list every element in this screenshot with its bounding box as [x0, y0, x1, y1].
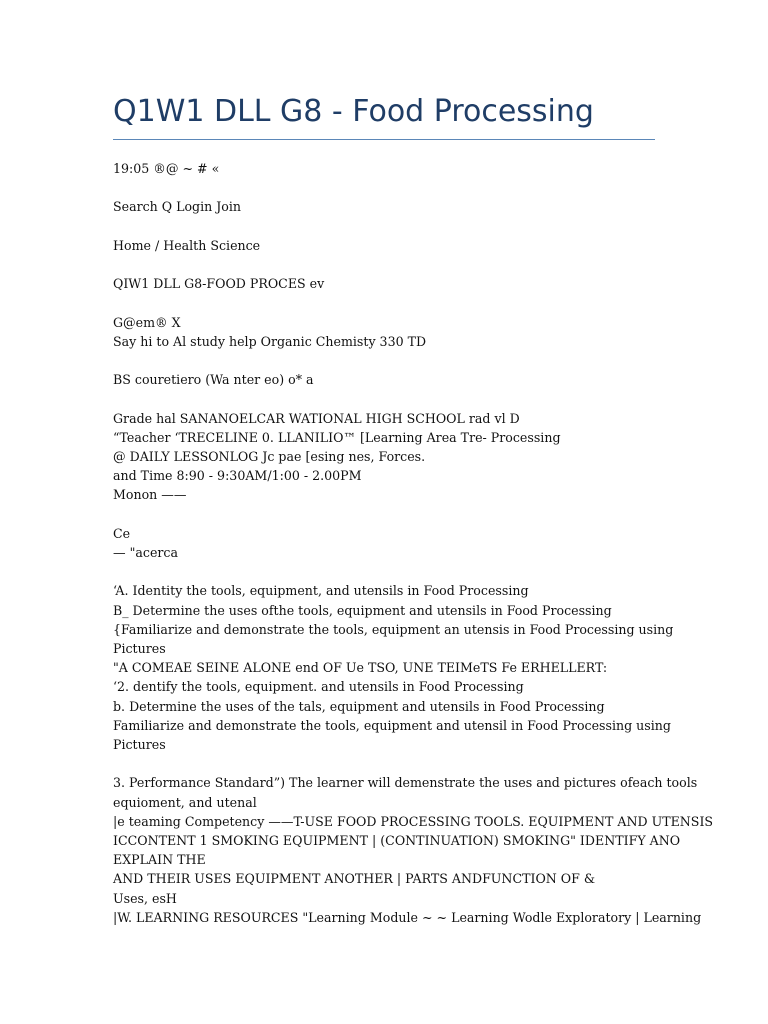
- text-line: Pictures: [113, 736, 166, 752]
- text-line: QIW1 DLL G8-FOOD PROCES ev: [113, 276, 325, 292]
- text-line: — "acerca: [113, 544, 178, 560]
- text-line: Ce: [113, 525, 131, 541]
- text-line: “Teacher ‘TRECELINE 0. LLANILIO™ [Learning Area Tre- Processing: [113, 429, 561, 445]
- paragraph: [113, 197, 658, 216]
- text-line: Home / Health Science: [113, 237, 261, 253]
- title-divider: [113, 139, 655, 140]
- text-line: B_ Determine the uses ofthe tools, equipment and utensils in Food Processing: [113, 602, 612, 618]
- text-line: EXPLAIN THE: [113, 852, 206, 868]
- paragraph: [113, 236, 658, 255]
- text-line: @ DAILY LESSONLOG Jc pae [esing nes, Forces.: [113, 448, 426, 464]
- document-body: [113, 159, 714, 946]
- paragraph: [113, 370, 658, 389]
- text-line: {Familiarize and demonstrate the tools, equipment an utensis in Food Processing using: [113, 621, 674, 637]
- paragraph: [113, 313, 658, 351]
- paragraph: [113, 773, 714, 927]
- text-line: Grade hal SANANOELCAR WATIONAL HIGH SCHOOL rad vl D: [113, 410, 520, 426]
- text-line: ‘A. Identity the tools, equipment, and utensils in Food Processing: [113, 583, 529, 599]
- text-line: Pictures: [113, 640, 166, 656]
- text-line: Familiarize and demonstrate the tools, equipment and utensil in Food Processing using: [113, 717, 671, 733]
- text-line: equioment, and utenal: [113, 794, 257, 810]
- paragraph: [113, 409, 658, 505]
- text-line: 19:05 ®@ ~ # «: [113, 161, 220, 176]
- text-line: ICCONTENT 1 SMOKING EQUIPMENT | (CONTINUATION) SMOKING" IDENTIFY ANO: [113, 832, 681, 848]
- text-line: BS couretiero (Wa nter eo) o* a: [113, 372, 314, 388]
- document-title: Q1W1 DLL G8 - Food Processing: [113, 94, 594, 129]
- text-line: Uses, esH: [113, 890, 177, 906]
- text-line: AND THEIR USES EQUIPMENT ANOTHER | PARTS ANDFUNCTION OF &: [113, 871, 596, 887]
- text-line: Search Q Login Join: [113, 199, 242, 215]
- paragraph: [113, 159, 658, 178]
- text-line: "A COMEAE SEINE ALONE end OF Ue TSO, UNE TEIMeTS Fe ERHELLERT:: [113, 660, 608, 676]
- paragraph: [113, 581, 674, 754]
- text-line: 3. Performance Standard”) The learner will demenstrate the uses and pictures ofeach tools: [113, 775, 698, 791]
- text-line: Say hi to Al study help Organic Chemisty 330 TD: [113, 333, 427, 349]
- text-line: |e teaming Competency ——T-USE FOOD PROCESSING TOOLS. EQUIPMENT AND UTENSIS: [113, 813, 714, 829]
- paragraph: [113, 274, 658, 293]
- text-line: G@em® X: [113, 314, 181, 330]
- text-line: |W. LEARNING RESOURCES "Learning Module ~ ~ Learning Wodle Exploratory | Learning: [113, 909, 702, 925]
- text-line: and Time 8:90 - 9:30AM/1:00 - 2.00PM: [113, 468, 362, 484]
- text-line: b. Determine the uses of the tals, equipment and utensils in Food Processing: [113, 698, 605, 714]
- paragraph: [113, 524, 658, 562]
- text-line: Monon ——: [113, 487, 187, 503]
- text-line: ‘2. dentify the tools, equipment. and utensils in Food Processing: [113, 679, 524, 695]
